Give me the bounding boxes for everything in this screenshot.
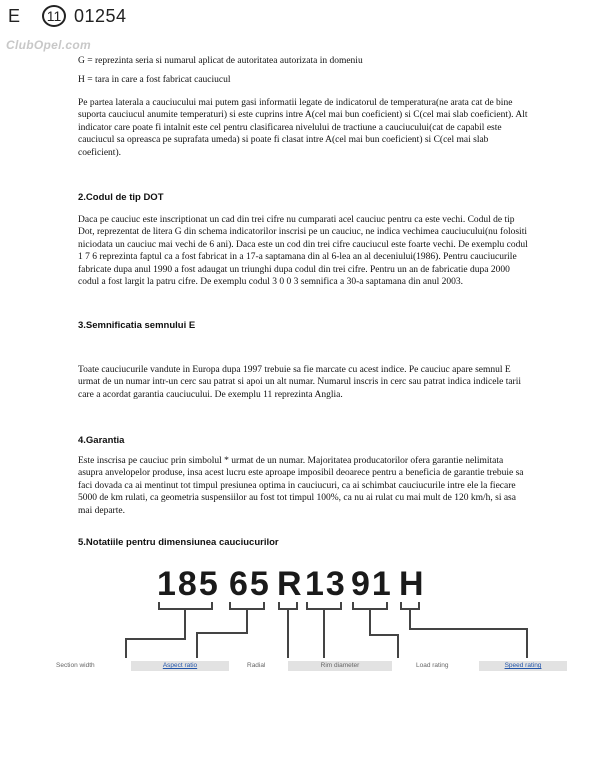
label-aspect-ratio[interactable]: Aspect ratio: [131, 661, 229, 671]
label-speed-rating[interactable]: Speed rating: [479, 661, 567, 671]
connector-section-width-v2: [125, 638, 127, 658]
heading-e-mark: 3.Semnificatia semnului E: [78, 320, 196, 331]
bracket-aspect-ratio: [229, 602, 265, 610]
code-section-width: 185: [157, 565, 220, 603]
connector-speed-rating-v: [409, 610, 411, 630]
paragraph-warranty: Este inscrisa pe cauciuc prin simbolul * urmat de un numar. Majoritatea producatorilor ofera garantie nelimitata asupra anvelopelor produse, insa acest lucru este aproape imposibil deoarece pentru a beneficia de garantie trebuie sa faci dovada ca ai mentinut tot timpul presiunea optima in cauciucuri, ca ai schimbat cauciucurile intre ele la fiecare 5000 de km rulati, ca geometria suspensiilor au fost tot timpul 100%, ca nu ai rulat cu mai mult de 120 km/h, si asa mai departe.: [78, 456, 524, 516]
label-rim-diameter: Rim diameter: [288, 661, 392, 671]
connector-rim-diameter: [323, 610, 325, 658]
approval-number: 01254: [74, 6, 127, 26]
label-load-rating: Load rating: [416, 662, 449, 669]
paragraph-h-meaning: H = tara in care a fost fabricat cauciucul: [78, 75, 231, 85]
bracket-section-width: [158, 602, 213, 610]
connector-load-rating-v2: [397, 634, 399, 658]
paragraph-side-indicators: Pe partea laterala a cauciucului mai putem gasi informatii legate de indicatorul de temperatura(ne arata cat de bine suporta cauciucul anumite temperaturi) si este cuprins intre A(cel mai bun coeficient) si C(cel mai slab coeficient). Alt indicator care poate fi intalnit este cel pentru clasificarea nivelului de tractiune a cauciucului(cat de capabil este cauciucul sa opreasca pe suprafata umeda) si poate fi clasat intre A(cel mai bun coeficient) si C(cel mai slab coeficient).: [78, 98, 528, 158]
connector-speed-rating-v2: [526, 628, 528, 658]
connector-load-rating-h: [369, 634, 399, 636]
code-speed-rating: H: [399, 565, 426, 603]
connector-section-width-h: [125, 638, 186, 640]
connector-load-rating-v: [369, 610, 371, 636]
code-aspect-ratio: 65: [229, 565, 271, 603]
label-radial: Radial: [247, 662, 266, 669]
bracket-radial: [278, 602, 298, 610]
paragraph-e-mark: Toate cauciucurile vandute in Europa dupa 1997 trebuie sa fie marcate cu acest indice. Pe cauciuc apare semnul E urmat de un numar intr-un cerc sau patrat si apoi un alt numar. Numarul inscris in cerc sau patrat indica indicele tarii care a acordat garantia cauciucului. De exemplu 11 reprezinta Anglia.: [78, 365, 521, 400]
label-section-width: Section width: [56, 662, 95, 669]
bracket-rim-diameter: [306, 602, 342, 610]
connector-aspect-ratio-h: [196, 632, 248, 634]
approval-letter: E: [8, 6, 22, 26]
heading-warranty: 4.Garantia: [78, 435, 125, 446]
heading-dimensions: 5.Notatiile pentru dimensiunea cauciucurilor: [78, 537, 279, 548]
code-radial: R: [277, 565, 304, 603]
connector-section-width-v: [184, 610, 186, 640]
approval-country-circle: 11: [42, 5, 66, 27]
watermark: ClubOpel.com: [6, 38, 91, 52]
bracket-load-rating: [352, 602, 388, 610]
connector-aspect-ratio-v: [246, 610, 248, 634]
code-rim-diameter: 13: [305, 565, 347, 603]
heading-dot: 2.Codul de tip DOT: [78, 192, 164, 203]
bracket-speed-rating: [400, 602, 420, 610]
paragraph-g-meaning: G = reprezinta seria si numarul aplicat de autoritatea autorizata in domeniu: [78, 56, 363, 66]
paragraph-dot-code: Daca pe cauciuc este inscriptionat un cad din trei cifre nu cumparati acel cauciuc pentru ca este vechi. Codul de tip Dot, reprezentat de litera G din schema indicatorilor inscrisi pe un cauciuc, ne indica vechimea cauciucului(nu folositi niciodata un cauciuc mai vechi de 6 ani). Daca este un cod din trei cifre cauciucul este foarte vechi. De exemplu codul 1 7 6 reprezinta faptul ca a fost fabricat in a 17-a saptamana din al 6-lea an al deceniului(1986). Pentru cauciucurile fabricate dupa anul 1990 a fost adaugat un triunghi dupa codul din trei cifre. Pentru un an de fabricatie dupa 2000 codul a fost largit la patru cifre. De exemplu codul 3 0 0 3 semnifica a 30-a saptamana din anul 2003.: [78, 215, 528, 288]
code-load-rating: 91: [351, 565, 393, 603]
connector-radial: [287, 610, 289, 658]
connector-aspect-ratio-v2: [196, 632, 198, 658]
connector-speed-rating-h: [409, 628, 528, 630]
